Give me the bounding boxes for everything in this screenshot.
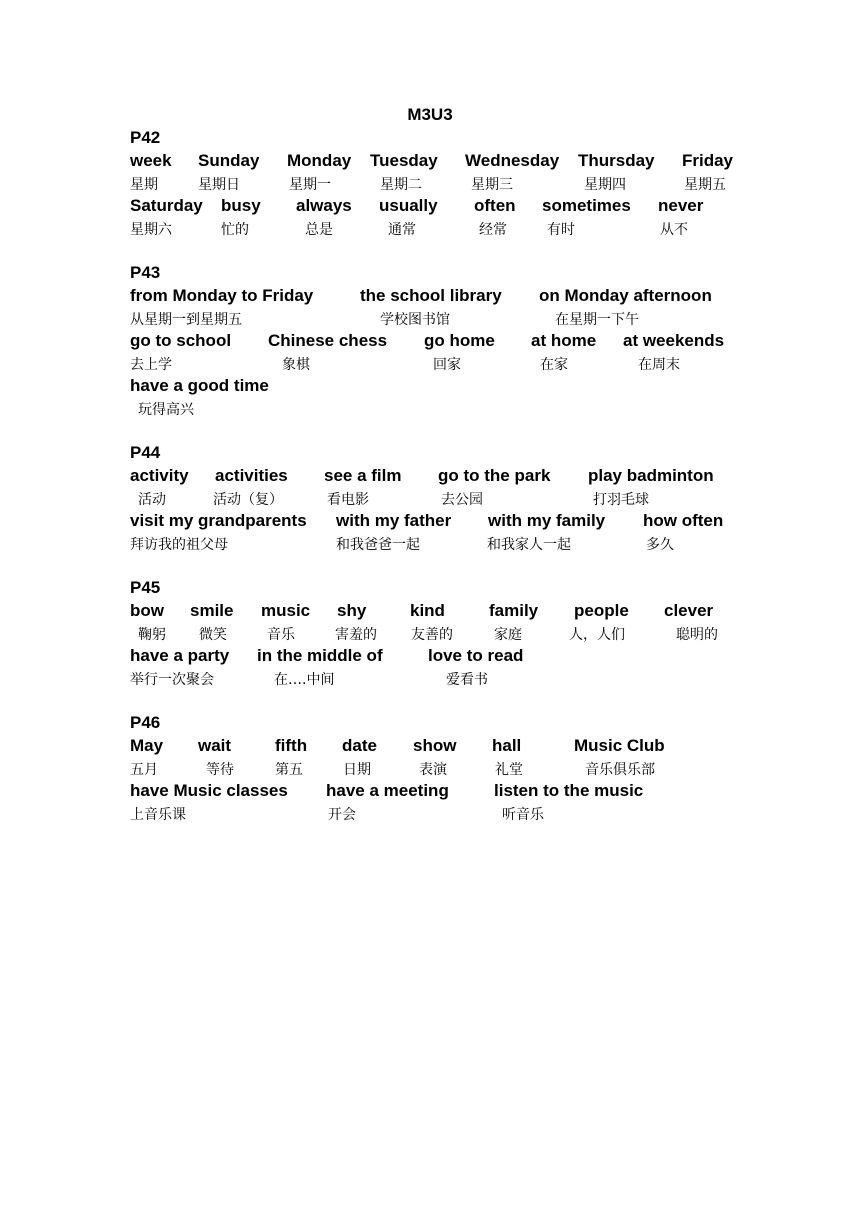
english-term: have a good time (130, 376, 269, 395)
chinese-translation: 通常 (388, 222, 416, 238)
english-term: May (130, 736, 164, 755)
chinese-translation: 在周末 (638, 357, 680, 373)
english-term: Chinese chess (268, 331, 388, 350)
chinese-translation: 星期五 (684, 177, 726, 193)
chinese-translation: 星期 (130, 177, 158, 193)
english-term: Wednesday (465, 151, 560, 170)
chinese-translation: 学校图书馆 (380, 312, 450, 328)
english-term: family (489, 601, 539, 620)
english-term: visit my grandparents (130, 511, 307, 530)
chinese-translation: 拜访我的祖父母 (130, 537, 228, 553)
english-term: go to school (130, 331, 232, 350)
chinese-translation: 举行一次聚会 (130, 672, 214, 688)
chinese-translation: 等待 (206, 762, 234, 778)
section-label: P43 (130, 263, 161, 282)
english-term: listen to the music (494, 781, 644, 800)
english-term: hall (492, 736, 522, 755)
english-term: have a meeting (326, 781, 449, 800)
chinese-translation: 表演 (419, 762, 447, 778)
english-term: week (130, 151, 172, 170)
english-term: busy (221, 196, 261, 215)
page-title: M3U3 (407, 105, 453, 124)
english-term: with my family (488, 511, 606, 530)
chinese-translation: 爱看书 (446, 672, 488, 688)
chinese-translation: 玩得高兴 (138, 402, 194, 418)
section-label: P45 (130, 578, 161, 597)
english-term: have Music classes (130, 781, 288, 800)
english-term: with my father (336, 511, 452, 530)
chinese-translation: 听音乐 (502, 807, 544, 823)
english-term: sometimes (542, 196, 631, 215)
english-term: see a film (324, 466, 402, 485)
english-term: Thursday (578, 151, 655, 170)
english-term: usually (379, 196, 438, 215)
chinese-translation: 上音乐课 (130, 807, 186, 823)
chinese-translation: 礼堂 (495, 762, 523, 778)
chinese-translation: 在星期一下午 (555, 312, 639, 328)
chinese-translation: 人，人们 (569, 627, 625, 643)
english-term: from Monday to Friday (130, 286, 314, 305)
chinese-translation: 微笑 (199, 627, 227, 643)
chinese-translation: 友善的 (411, 627, 453, 643)
chinese-translation: 从不 (660, 222, 688, 238)
english-term: wait (198, 736, 232, 755)
chinese-translation: 忙的 (221, 222, 249, 238)
chinese-translation: 星期一 (289, 177, 331, 193)
chinese-translation: 星期三 (471, 177, 513, 193)
chinese-translation: 在….中间 (274, 672, 335, 688)
chinese-translation: 和我爸爸一起 (336, 537, 420, 553)
english-term: play badminton (588, 466, 714, 485)
chinese-translation: 鞠躬 (138, 627, 166, 643)
chinese-translation: 音乐俱乐部 (585, 762, 655, 778)
section-label: P44 (130, 443, 161, 462)
chinese-translation: 回家 (433, 357, 461, 373)
english-term: fifth (275, 736, 308, 755)
english-term: Friday (682, 151, 734, 170)
english-term: have a party (130, 646, 230, 665)
chinese-translation: 聪明的 (676, 627, 718, 643)
chinese-translation: 五月 (130, 762, 158, 778)
chinese-translation: 和我家人一起 (487, 537, 571, 553)
chinese-translation: 去上学 (130, 357, 172, 373)
english-term: clever (664, 601, 714, 620)
chinese-translation: 打羽毛球 (593, 492, 649, 508)
chinese-translation: 星期二 (380, 177, 422, 193)
chinese-translation: 有时 (547, 222, 575, 238)
chinese-translation: 星期六 (130, 222, 172, 238)
english-term: go home (424, 331, 495, 350)
english-term: music (261, 601, 311, 620)
section-label: P46 (130, 713, 161, 732)
english-term: often (474, 196, 516, 215)
english-term: activities (215, 466, 288, 485)
chinese-translation: 家庭 (494, 627, 522, 643)
english-term: always (296, 196, 352, 215)
chinese-translation: 害羞的 (335, 627, 377, 643)
english-term: how often (643, 511, 724, 530)
english-term: activity (130, 466, 189, 485)
chinese-translation: 音乐 (267, 627, 295, 643)
english-term: kind (410, 601, 445, 620)
chinese-translation: 去公园 (441, 492, 483, 508)
english-term: bow (130, 601, 164, 620)
english-term: people (574, 601, 629, 620)
chinese-translation: 活动（复） (213, 492, 283, 508)
chinese-translation: 象棋 (282, 357, 310, 373)
english-term: the school library (360, 286, 502, 305)
english-term: on Monday afternoon (539, 286, 712, 305)
english-term: Music Club (574, 736, 665, 755)
section-label: P42 (130, 128, 161, 147)
english-term: at home (531, 331, 597, 350)
english-term: Tuesday (370, 151, 438, 170)
english-term: at weekends (623, 331, 725, 350)
english-term: Sunday (198, 151, 260, 170)
chinese-translation: 星期四 (584, 177, 626, 193)
english-term: show (413, 736, 457, 755)
english-term: Monday (287, 151, 352, 170)
chinese-translation: 星期日 (198, 177, 240, 193)
chinese-translation: 看电影 (327, 492, 369, 508)
chinese-translation: 第五 (275, 762, 303, 778)
chinese-translation: 在家 (540, 357, 568, 373)
chinese-translation: 多久 (646, 537, 674, 553)
chinese-translation: 总是 (305, 222, 333, 238)
chinese-translation: 经常 (479, 222, 507, 238)
english-term: smile (190, 601, 234, 620)
english-term: never (658, 196, 704, 215)
english-term: in the middle of (257, 646, 383, 665)
english-term: love to read (428, 646, 524, 665)
chinese-translation: 开会 (328, 807, 356, 823)
english-term: Saturday (130, 196, 203, 215)
english-term: date (342, 736, 377, 755)
chinese-translation: 日期 (343, 762, 371, 778)
english-term: go to the park (438, 466, 551, 485)
chinese-translation: 活动 (138, 492, 166, 508)
chinese-translation: 从星期一到星期五 (130, 312, 242, 328)
english-term: shy (337, 601, 367, 620)
